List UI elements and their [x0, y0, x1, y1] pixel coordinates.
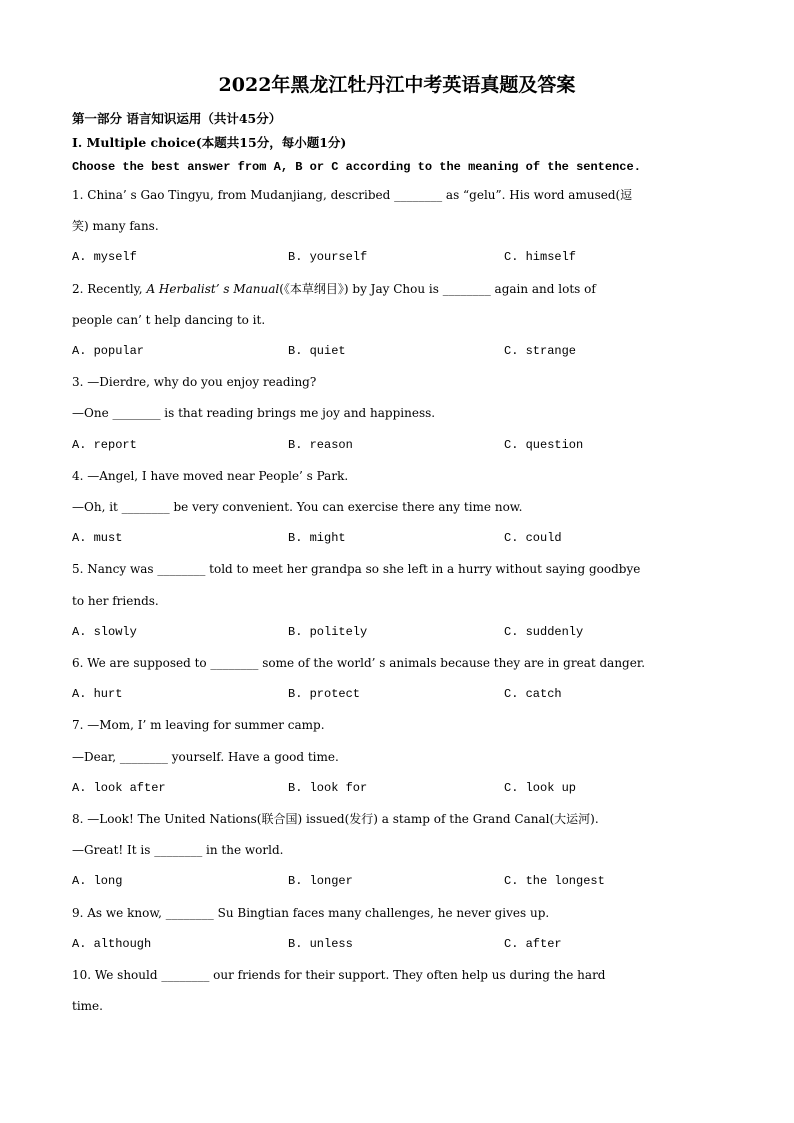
question-9-line-1: 9. As we know, ________ Su Bingtian faces many challenges, he never gives up.: [72, 906, 550, 920]
question-10-line-2: time.: [72, 999, 103, 1013]
question-7-option-b: B. look for: [288, 781, 368, 795]
question-7-option-c: C. look up: [504, 781, 577, 795]
question-2-option-a: A. popular: [72, 344, 145, 358]
question-6-option-c: C. catch: [504, 687, 562, 701]
question-6-line-1: 6. We are supposed to ________ some of the world’ s animals because they are in great danger.: [72, 656, 646, 670]
question-7-option-a: A. look after: [72, 781, 166, 795]
question-3-option-b: B. reason: [288, 438, 353, 452]
question-5-line-2: to her friends.: [72, 594, 159, 608]
question-9-option-a: A. although: [72, 937, 152, 951]
question-4-option-c: C. could: [504, 531, 562, 545]
question-6-option-a: A. hurt: [72, 687, 123, 701]
question-8-line-1: 8. —Look! The United Nations(联合国) issued(发行) a stamp of the Grand Canal(大运河).: [72, 812, 599, 826]
question-3-line-1: 3. —Dierdre, why do you enjoy reading?: [72, 375, 317, 389]
question-4-line-2: —Oh, it ________ be very convenient. You can exercise there any time now.: [72, 500, 523, 514]
question-2-line-2: people can’ t help dancing to it.: [72, 313, 266, 327]
question-2-prefix: 2. Recently,: [72, 282, 147, 296]
question-3-line-2: —One ________ is that reading brings me joy and happiness.: [72, 406, 436, 420]
question-1-option-a: A. myself: [72, 250, 137, 264]
question-1-option-b: B. yourself: [288, 250, 368, 264]
question-5-option-c: C. suddenly: [504, 625, 584, 639]
question-5-option-a: A. slowly: [72, 625, 137, 639]
question-8-line-2: —Great! It is ________ in the world.: [72, 843, 284, 857]
instruction: Choose the best answer from A, B or C according to the meaning of the sentence.: [72, 160, 641, 174]
question-9-option-b: B. unless: [288, 937, 353, 951]
question-3-option-c: C. question: [504, 438, 584, 452]
document-title: 2022年黑龙江牡丹江中考英语真题及答案: [218, 74, 576, 96]
question-2-option-c: C. strange: [504, 344, 577, 358]
question-7-line-1: 7. —Mom, I’ m leaving for summer camp.: [72, 718, 325, 732]
question-5-option-b: B. politely: [288, 625, 368, 639]
question-1-option-c: C. himself: [504, 250, 577, 264]
question-4-option-b: B. might: [288, 531, 346, 545]
question-6-option-b: B. protect: [288, 687, 361, 701]
question-8-option-a: A. long: [72, 874, 123, 888]
question-4-line-1: 4. —Angel, I have moved near People’ s Park.: [72, 469, 349, 483]
question-8-option-c: C. the longest: [504, 874, 605, 888]
question-2-line-1: [72, 280, 596, 297]
question-9-option-c: C. after: [504, 937, 562, 951]
question-10-line-1: 10. We should ________ our friends for their support. They often help us during the hard: [72, 968, 606, 982]
question-4-option-a: A. must: [72, 531, 123, 545]
part-heading: 第一部分 语言知识运用（共计45分）: [72, 111, 282, 126]
question-2-suffix: (《本草纲目》) by Jay Chou is ________ again and lots of: [279, 282, 596, 296]
question-1-line-1: 1. China’ s Gao Tingyu, from Mudanjiang, described ________ as “gelu”. His word amused(逗: [72, 188, 633, 202]
question-1-line-2: 笑) many fans.: [72, 219, 159, 233]
question-5-line-1: 5. Nancy was ________ told to meet her grandpa so she left in a hurry without saying goodbye: [72, 562, 641, 576]
question-2-song-title: A Herbalist’ s Manual: [146, 282, 280, 296]
question-2-option-b: B. quiet: [288, 344, 346, 358]
question-3-option-a: A. report: [72, 438, 137, 452]
section-heading: I. Multiple choice(本题共15分，每小题1分): [72, 135, 347, 150]
question-7-line-2: —Dear, ________ yourself. Have a good time.: [72, 750, 339, 764]
question-8-option-b: B. longer: [288, 874, 353, 888]
